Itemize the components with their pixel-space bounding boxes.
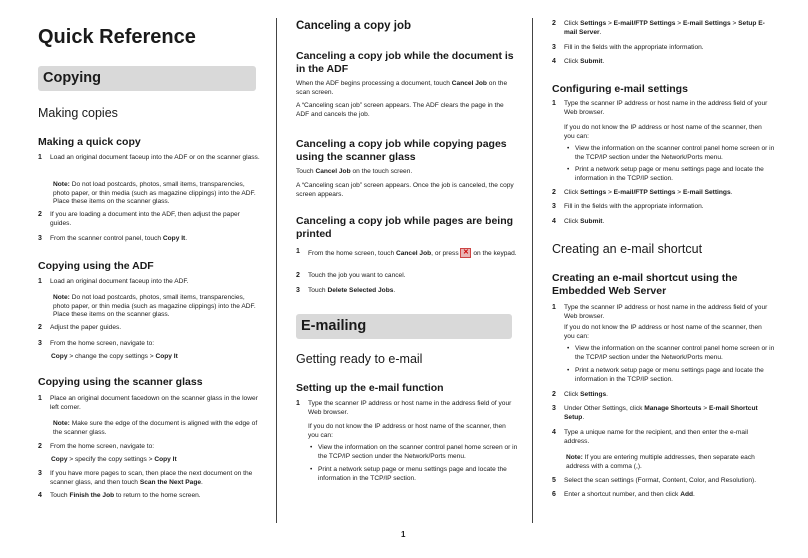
heading-setup-email: Setting up the e-mail function xyxy=(296,382,444,394)
paragraph: If you do not know the IP address or host name of the scanner, then you can: xyxy=(564,324,762,340)
list-item: 3 Under Other Settings, click Manage Shortcuts > E-mail Shortcut Setup. xyxy=(552,405,758,421)
bullet-item: • View the information on the scanner control panel home screen or in the TCP/IP section under the Network/Ports menu. xyxy=(318,444,518,461)
menu-path: Copy > change the copy settings > Copy It xyxy=(51,353,178,360)
bullet-item: • View the information on the scanner control panel home screen or in the TCP/IP section under the Network/Ports menu. xyxy=(575,145,775,162)
list-item: 1 Load an original document faceup into the ADF. xyxy=(38,278,189,285)
list-item: 3 Fill in the fields with the appropriate information. xyxy=(552,44,704,51)
heading-cancel-printed: Canceling a copy job while pages are being printed xyxy=(296,215,514,240)
list-item: 2 Click Settings. xyxy=(552,391,608,398)
list-item: 4 Touch Finish the Job to return to the home screen. xyxy=(38,492,201,499)
paragraph: If you do not know the IP address or host name of the scanner, then you can: xyxy=(564,124,762,140)
note: Note: If you are entering multiple addresses, then separate each address with a comma (,). xyxy=(566,454,755,470)
paragraph: When the ADF begins processing a document, touch Cancel Job on the scan screen. xyxy=(296,80,508,96)
paragraph: Touch Cancel Job on the touch screen. xyxy=(296,168,413,175)
note: Note: Do not load postcards, photos, small items, transparencies, photo paper, or thin media (such as magazine clippings) into the ADF. Place these items on the scanner glass. xyxy=(53,294,256,319)
heading-create-shortcut: Creating an e-mail shortcut xyxy=(552,242,703,256)
list-item: 3 Fill in the fields with the appropriate information. xyxy=(552,203,704,210)
list-item: 1 Place an original document facedown on the scanner glass in the lower left corner. xyxy=(38,395,258,411)
heading-cancel-adf: Canceling a copy job while the document is in the ADF xyxy=(296,50,514,75)
list-item: 1 Load an original document faceup into the ADF or on the scanner glass. xyxy=(38,154,260,161)
note: Note: Make sure the edge of the document is aligned with the edge of the scanner glass. xyxy=(53,420,258,436)
bullet-item: • Print a network setup page or menu settings page and locate the information in the TCP/IP section. xyxy=(318,466,518,483)
heading-canceling: Canceling a copy job xyxy=(296,20,412,32)
list-item: 3 From the scanner control panel, touch Copy It. xyxy=(38,235,188,242)
list-item: 3 Touch Delete Selected Jobs. xyxy=(296,287,396,294)
column-divider xyxy=(532,18,533,523)
list-item: 1 Type the scanner IP address or host name in the address field of your Web browser. xyxy=(296,400,512,416)
heading-copying-glass: Copying using the scanner glass xyxy=(38,376,203,388)
heading-making-copies: Making copies xyxy=(38,106,118,120)
list-item: 1 From the home screen, touch Cancel Job, or press ✕ on the keypad. xyxy=(296,248,517,257)
list-item: 2 From the home screen, navigate to: xyxy=(38,443,155,450)
section-bar-copying: Copying xyxy=(38,66,256,91)
list-item: 2 Click Settings > E-mail/FTP Settings > E-mail Settings > Setup E-mail Server. xyxy=(552,20,765,36)
heading-configure-email: Configuring e-mail settings xyxy=(552,83,688,95)
paragraph: A “Canceling scan job” screen appears. The ADF clears the page in the ADF and cancels the job. xyxy=(296,102,504,118)
heading-getting-ready: Getting ready to e-mail xyxy=(296,352,423,366)
document-title: Quick Reference xyxy=(38,26,196,48)
list-item: 3 From the home screen, navigate to: xyxy=(38,340,155,347)
bullet-item: • Print a network setup page or menu settings page and locate the information in the TCP/IP section. xyxy=(575,166,775,183)
bullet-item: • Print a network setup page or menu settings page and locate the information in the TCP/IP section. xyxy=(575,367,775,384)
list-item: 3 If you have more pages to scan, then place the next document on the scanner glass, and then touch Scan the Next Page. xyxy=(38,470,253,486)
list-item: 4 Click Submit. xyxy=(552,218,605,225)
menu-path: Copy > specify the copy settings > Copy It xyxy=(51,456,177,463)
heading-cancel-glass: Canceling a copy job while copying pages using the scanner glass xyxy=(296,138,507,163)
list-item: 1 Type the scanner IP address or host name in the address field of your Web browser. xyxy=(552,304,768,320)
note: Note: Do not load postcards, photos, small items, transparencies, photo paper, or thin media (such as magazine clippings) into the ADF. Place these items on the scanner glass. xyxy=(53,181,256,206)
section-bar-emailing: E-mailing xyxy=(296,314,512,339)
list-item: 1 Type the scanner IP address or host name in the address field of your Web browser. xyxy=(552,100,768,116)
stop-x-icon: ✕ xyxy=(460,248,471,258)
list-item: 4 Click Submit. xyxy=(552,58,605,65)
page-number: 1 xyxy=(401,530,406,539)
list-item: 2 Touch the job you want to cancel. xyxy=(296,272,406,279)
heading-quick-copy: Making a quick copy xyxy=(38,136,141,148)
column-divider xyxy=(276,18,277,523)
bullet-item: • View the information on the scanner control panel home screen or in the TCP/IP section under the Network/Ports menu. xyxy=(575,345,775,362)
heading-copying-adf: Copying using the ADF xyxy=(38,260,154,272)
list-item: 2 If you are loading a document into the ADF, then adjust the paper guides. xyxy=(38,211,240,227)
list-item: 4 Type a unique name for the recipient, and then enter the e-mail address. xyxy=(552,429,749,445)
list-item: 2 Adjust the paper guides. xyxy=(38,324,122,331)
list-item: 6 Enter a shortcut number, and then click Add. xyxy=(552,491,695,498)
heading-shortcut-ews: Creating an e-mail shortcut using the Embedded Web Server xyxy=(552,272,738,297)
paragraph: If you do not know the IP address or host name of the scanner, then you can: xyxy=(308,423,506,439)
list-item: 5 Select the scan settings (Format, Content, Color, and Resolution). xyxy=(552,477,757,484)
list-item: 2 Click Settings > E-mail/FTP Settings > E-mail Settings. xyxy=(552,189,733,196)
paragraph: A “Canceling scan job” screen appears. Once the job is canceled, the copy screen appears. xyxy=(296,182,514,198)
